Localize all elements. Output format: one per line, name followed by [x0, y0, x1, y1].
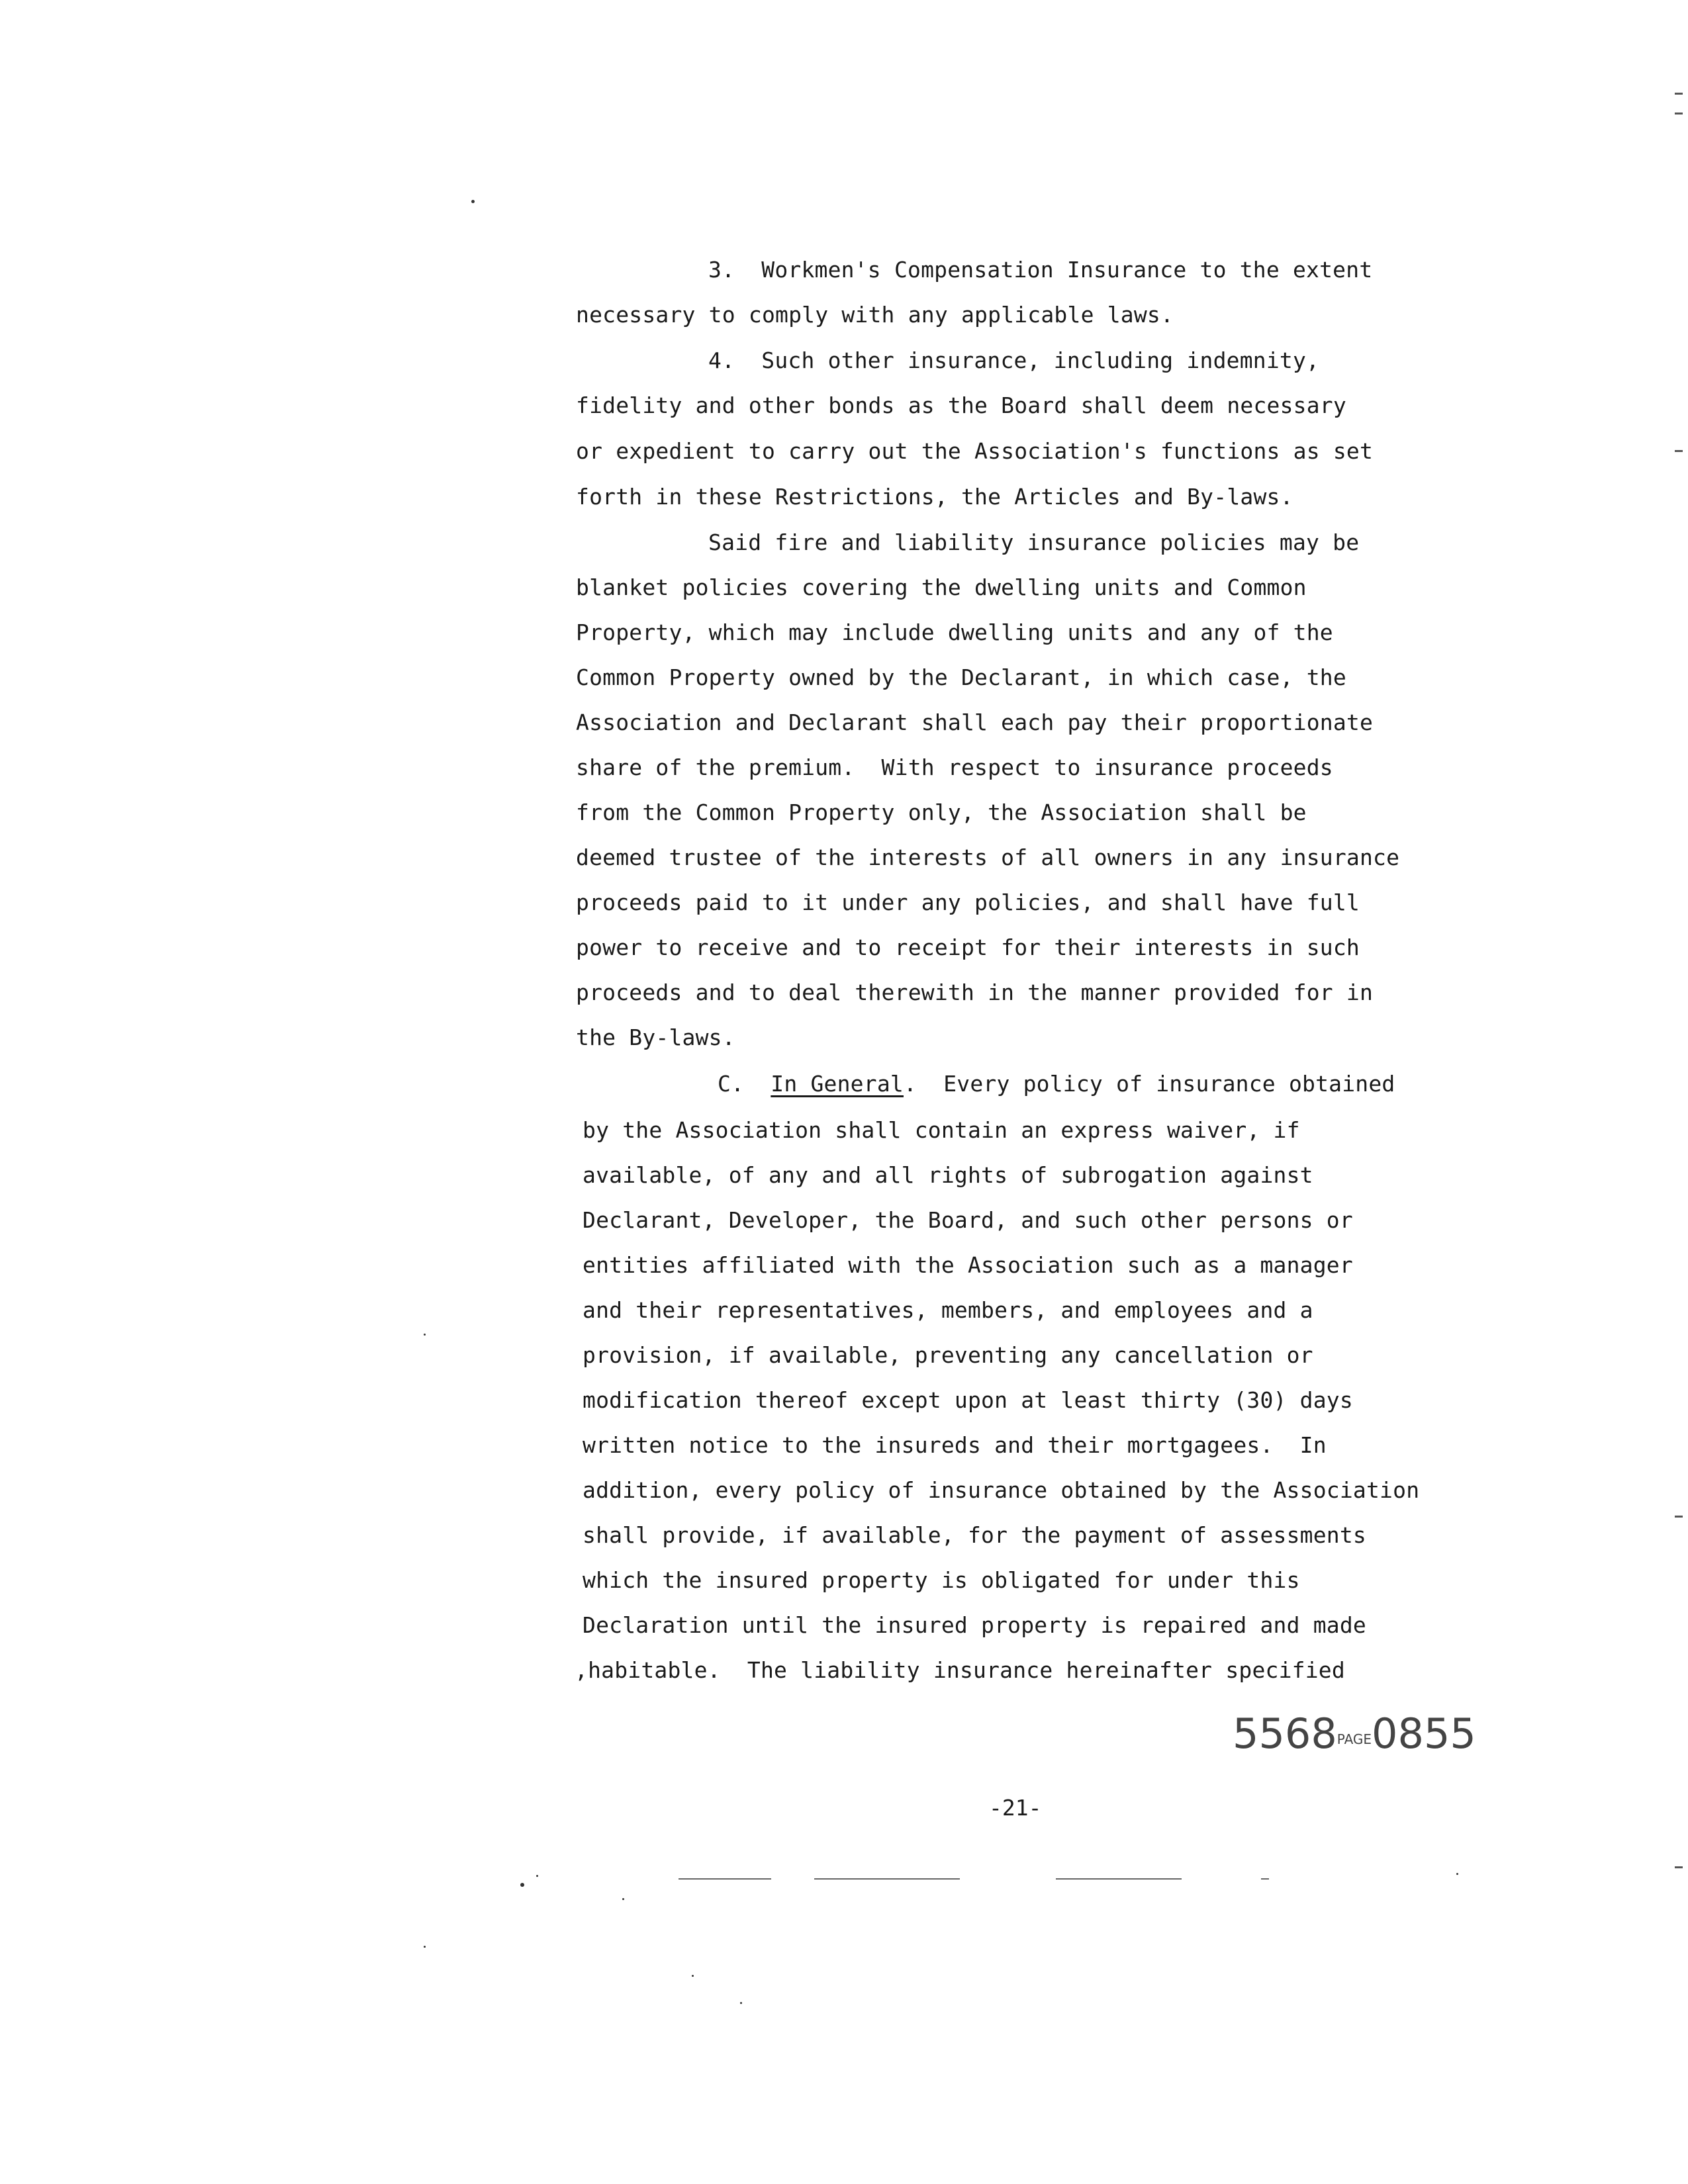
- text-line: Association and Declarant shall each pay their proportionate: [576, 709, 1374, 735]
- text-line: Declarant, Developer, the Board, and such other persons or: [583, 1207, 1353, 1233]
- scan-dash: [814, 1878, 960, 1880]
- text-line: proceeds paid to it under any policies, and shall have full: [576, 889, 1360, 915]
- text-line: proceeds and to deal therewith in the manner provided for in: [576, 979, 1374, 1005]
- text-line: Common Property owned by the Declarant, in which case, the: [576, 664, 1346, 690]
- scan-speck: [520, 1883, 524, 1887]
- text-line: Declaration until the insured property is repaired and made: [583, 1612, 1366, 1638]
- text-line: written notice to the insureds and their mortgagees. In: [583, 1432, 1327, 1458]
- text-line: which the insured property is obligated for under this: [583, 1567, 1300, 1593]
- text-line: necessary to comply with any applicable laws.: [576, 302, 1174, 328]
- section-c-heading: In General: [771, 1071, 904, 1097]
- book-number: 5568: [1233, 1709, 1337, 1758]
- scan-dash: [1056, 1878, 1182, 1880]
- edge-mark: [1675, 1866, 1683, 1868]
- edge-mark: [1675, 113, 1683, 114]
- text-line: power to receive and to receipt for their interests in such: [576, 934, 1360, 960]
- text-line: fidelity and other bonds as the Board shall deem necessary: [576, 392, 1346, 418]
- text-line: and their representatives, members, and employees and a: [583, 1297, 1313, 1323]
- book-page-number: 0855: [1372, 1709, 1476, 1758]
- text-line: Property, which may include dwelling units and any of the: [576, 619, 1333, 645]
- text-line: by the Association shall contain an express waiver, if: [583, 1117, 1300, 1143]
- text-line: provision, if available, preventing any cancellation or: [583, 1342, 1313, 1368]
- text-line: forth in these Restrictions, the Articles and By-laws.: [576, 484, 1293, 510]
- text-line: the By-laws.: [576, 1024, 735, 1050]
- edge-mark: [1675, 450, 1683, 452]
- edge-mark: [1675, 93, 1683, 95]
- text-line: Every policy of insurance obtained: [943, 1071, 1395, 1097]
- scan-speck: [471, 200, 475, 203]
- text-line: 4. Such other insurance, including indemnity,: [708, 347, 1320, 373]
- text-line: deemed trustee of the interests of all owners in any insurance: [576, 844, 1400, 870]
- text-line: addition, every policy of insurance obtained by the Association: [583, 1477, 1420, 1503]
- section-c-marker: C.: [718, 1071, 745, 1097]
- scan-speck: [424, 1946, 426, 1948]
- text-line: entities affiliated with the Association such as a manager: [583, 1252, 1353, 1278]
- section-c-period: .: [903, 1071, 917, 1097]
- text-line: Said fire and liability insurance policies may be: [708, 529, 1360, 555]
- text-line: ,habitable. The liability insurance hereinafter specified: [575, 1657, 1345, 1683]
- scan-speck: [536, 1875, 538, 1877]
- edge-mark: [1675, 1516, 1683, 1518]
- scan-speck: [1456, 1873, 1458, 1875]
- text-line: modification thereof except upon at least thirty (30) days: [583, 1387, 1353, 1413]
- text-line: available, of any and all rights of subrogation against: [583, 1162, 1313, 1188]
- scan-speck: [740, 2002, 742, 2004]
- text-line: share of the premium. With respect to insurance proceeds: [576, 754, 1333, 780]
- text-line: or expedient to carry out the Association's functions as set: [576, 438, 1374, 464]
- text-line: blanket policies covering the dwelling units and Common: [576, 574, 1307, 600]
- scan-dash: [1261, 1878, 1269, 1880]
- scan-dash: [679, 1878, 771, 1880]
- section-c-heading-line: [718, 1071, 1395, 1097]
- scan-speck: [622, 1898, 624, 1900]
- page-number: -21-: [989, 1795, 1042, 1821]
- page-label: PAGE: [1336, 1731, 1372, 1747]
- text-line: shall provide, if available, for the payment of assessments: [583, 1522, 1366, 1548]
- scan-speck: [424, 1334, 426, 1336]
- text-line: from the Common Property only, the Association shall be: [576, 799, 1307, 825]
- scan-speck: [692, 1975, 694, 1977]
- text-line: 3. Workmen's Compensation Insurance to the extent: [708, 257, 1373, 283]
- book-page-stamp: [1233, 1711, 1476, 1762]
